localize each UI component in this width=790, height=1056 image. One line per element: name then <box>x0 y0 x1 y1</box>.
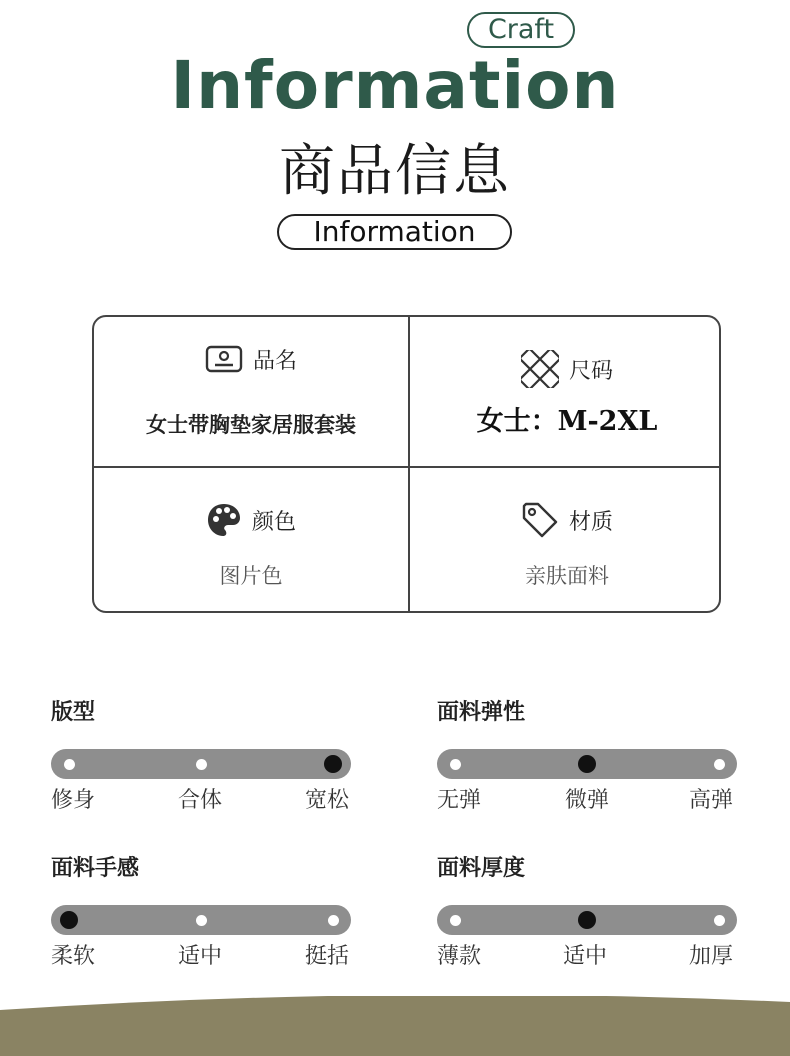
rating-track <box>437 749 737 779</box>
rating-thickness <box>437 854 737 971</box>
rating-dot <box>196 915 207 926</box>
rating-dot-selected <box>324 755 342 773</box>
info-cell-size <box>410 317 721 466</box>
rating-track <box>51 749 351 779</box>
palette-icon <box>206 502 242 538</box>
rating-level-label: 修身 <box>51 788 96 813</box>
rating-levels <box>437 783 737 815</box>
info-value-name: 女士带胸垫家居服套装 <box>146 412 356 437</box>
info-value-color: 图片色 <box>219 564 283 588</box>
craft-badge: Craft <box>467 12 575 48</box>
rating-level-label: 柔软 <box>51 944 96 969</box>
ruler-cross-icon <box>521 350 559 388</box>
info-cell-name <box>94 317 408 466</box>
page-title-cn: 商品信息 <box>279 139 511 204</box>
rating-level-label: 适中 <box>178 944 223 969</box>
rating-level-label: 薄款 <box>437 944 482 969</box>
id-card-icon <box>205 345 243 373</box>
rating-dot <box>64 759 75 770</box>
rating-dot <box>196 759 207 770</box>
info-cell-color <box>94 468 408 613</box>
rating-levels <box>51 783 351 815</box>
rating-elasticity <box>437 698 737 815</box>
rating-dot-selected <box>60 911 78 929</box>
rating-dot <box>714 915 725 926</box>
rating-title: 版型 <box>51 700 96 725</box>
rating-level-label: 合体 <box>178 788 223 813</box>
rating-dot-selected <box>578 911 596 929</box>
rating-dot <box>714 759 725 770</box>
subtitle-badge: Information <box>277 214 512 250</box>
rating-dot <box>450 915 461 926</box>
rating-track <box>51 905 351 935</box>
info-label-material: 材质 <box>568 509 613 535</box>
header <box>0 0 790 260</box>
rating-level-label: 加厚 <box>689 944 734 969</box>
rating-levels <box>51 939 351 971</box>
rating-dot-selected <box>578 755 596 773</box>
rating-dot <box>450 759 461 770</box>
bottom-decorative-band <box>0 996 790 1056</box>
rating-levels <box>437 939 737 971</box>
rating-level-label: 挺括 <box>305 944 350 969</box>
rating-level-label: 微弹 <box>565 788 610 813</box>
info-cell-material <box>410 468 721 613</box>
rating-title: 面料厚度 <box>437 856 526 881</box>
rating-hand-feel <box>51 854 351 971</box>
info-label-color: 颜色 <box>251 509 296 535</box>
rating-level-label: 无弹 <box>437 788 482 813</box>
info-value-material: 亲肤面料 <box>525 564 609 588</box>
info-label-size: 尺码 <box>568 358 613 384</box>
rating-track <box>437 905 737 935</box>
rating-title: 面料手感 <box>51 856 140 881</box>
rating-level-label: 宽松 <box>305 788 350 813</box>
rating-title: 面料弹性 <box>437 700 526 725</box>
product-info-table <box>92 315 721 613</box>
page-title: Information <box>170 47 620 124</box>
rating-level-label: 高弹 <box>689 788 734 813</box>
rating-fit <box>51 698 351 815</box>
tag-icon <box>521 501 559 539</box>
info-value-size: 女士：M-2XL <box>476 406 658 437</box>
rating-level-label: 适中 <box>563 944 608 969</box>
rating-dot <box>328 915 339 926</box>
info-label-name: 品名 <box>252 348 297 374</box>
